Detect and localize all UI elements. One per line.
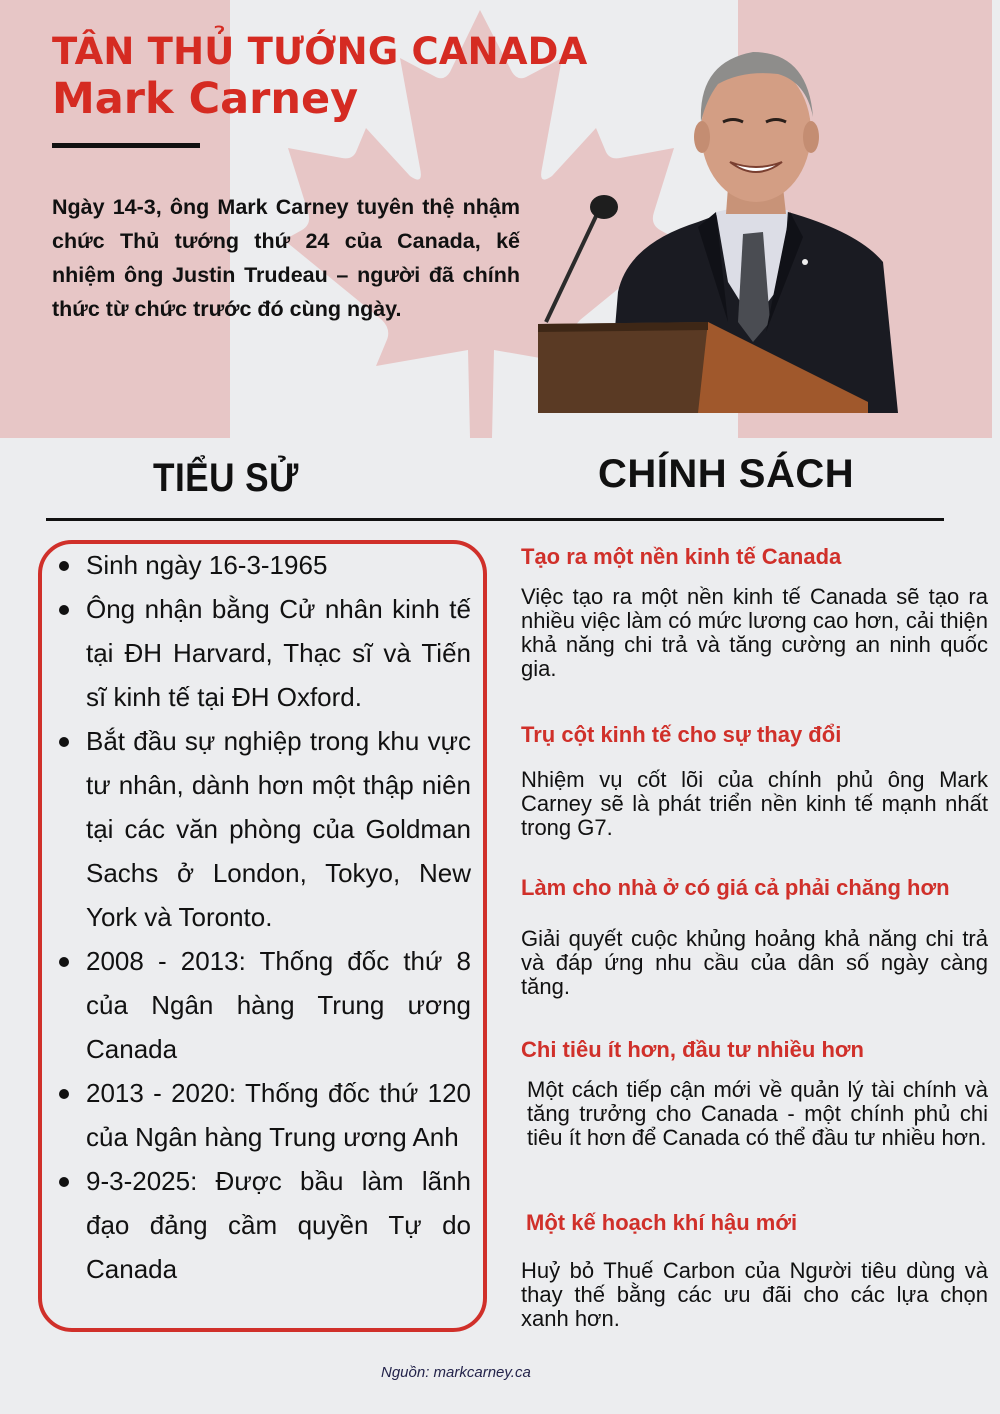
title-line-2: Mark Carney: [52, 74, 359, 124]
source-credit: Nguồn: markcarney.ca: [381, 1364, 531, 1381]
policy-body: Một cách tiếp cận mới về quản lý tài chính và tăng trưởng cho Canada - một chính phủ chi tiêu ít hơn để Canada có thể đầu tư nhiều hơn.: [527, 1077, 988, 1150]
policy-title: Tạo ra một nền kinh tế Canada: [521, 544, 842, 569]
title-line-1: TÂN THỦ TƯỚNG CANADA: [52, 30, 588, 73]
policy-title: Một kế hoạch khí hậu mới: [526, 1210, 798, 1235]
biography-item: 2008 - 2013: Thống đốc thứ 8 của Ngân hàng Trung ương Canada: [86, 939, 471, 1071]
policy-item: [521, 721, 988, 840]
biography-item: Sinh ngày 16-3-1965: [86, 543, 471, 587]
biography-item: 9-3-2025: Được bầu làm lãnh đạo đảng cầm quyền Tự do Canada: [86, 1159, 471, 1291]
policy-body: Giải quyết cuộc khủng hoảng khả năng chi trả và đáp ứng nhu cầu của dân số ngày càng tăng.: [521, 926, 988, 999]
section-divider: [46, 518, 944, 521]
policy-body: Nhiệm vụ cốt lõi của chính phủ ông Mark Carney sẽ là phát triển nền kinh tế mạnh nhất trong G7.: [521, 767, 988, 840]
policy-title: Trụ cột kinh tế cho sự thay đổi: [521, 722, 842, 747]
biography-list: [86, 543, 471, 1291]
policy-body: Việc tạo ra một nền kinh tế Canada sẽ tạo ra nhiều việc làm có mức lương cao hơn, cải thiện khả năng chi trả và tăng cường an ninh quốc gia.: [521, 584, 988, 681]
biography-item: Ông nhận bằng Cử nhân kinh tế tại ĐH Harvard, Thạc sĩ và Tiến sĩ kinh tế tại ĐH Oxford.: [86, 587, 471, 719]
portrait-photo: [538, 22, 907, 413]
page-title: [52, 30, 587, 124]
biography-heading: TIỂU SỬ: [153, 456, 299, 500]
biography-item: Bắt đầu sự nghiệp trong khu vực tư nhân, dành hơn một thập niên tại các văn phòng của Goldman Sachs ở London, Tokyo, New York và Toronto.: [86, 719, 471, 939]
title-underline: [52, 143, 200, 148]
portrait-illustration: [538, 22, 907, 413]
policy-heading: CHÍNH SÁCH: [598, 452, 855, 496]
policy-title: Chi tiêu ít hơn, đầu tư nhiều hơn: [521, 1037, 864, 1062]
policy-item: [521, 874, 988, 999]
policy-title: Làm cho nhà ở có giá cả phải chăng hơn: [521, 875, 950, 900]
biography-item: 2013 - 2020: Thống đốc thứ 120 của Ngân hàng Trung ương Anh: [86, 1071, 471, 1159]
policy-body: Huỷ bỏ Thuế Carbon của Người tiêu dùng và thay thế bằng các ưu đãi cho các lựa chọn xanh hơn.: [521, 1258, 988, 1331]
policy-item: [521, 1036, 988, 1150]
policy-item: [521, 1209, 988, 1331]
intro-paragraph: Ngày 14-3, ông Mark Carney tuyên thệ nhậm chức Thủ tướng thứ 24 của Canada, kế nhiệm ông Justin Trudeau – người đã chính thức từ chức trước đó cùng ngày.: [52, 195, 520, 321]
policy-item: [521, 543, 988, 681]
